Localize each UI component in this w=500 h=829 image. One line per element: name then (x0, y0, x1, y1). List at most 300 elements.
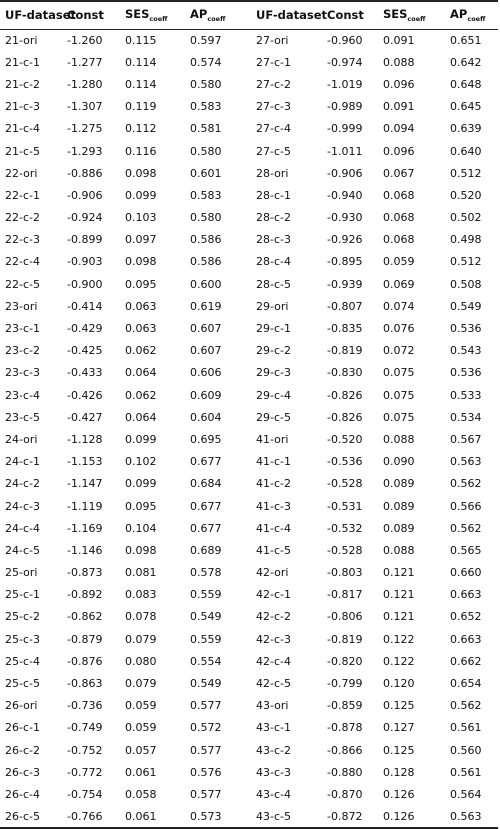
cell-ap-coeff: 0.577 (190, 743, 222, 757)
cell-ap-coeff: 0.533 (450, 388, 482, 402)
cell-uf-dataset: 42-c-3 (256, 632, 291, 646)
cell-ap-coeff: 0.583 (190, 188, 222, 202)
cell-ap-coeff: 0.695 (190, 432, 222, 446)
cell-ses-coeff: 0.088 (383, 543, 415, 557)
cell-uf-dataset: 27-ori (256, 33, 289, 47)
cell-ap-coeff: 0.601 (190, 166, 222, 180)
cell-ap-coeff: 0.677 (190, 521, 222, 535)
cell-uf-dataset: 28-c-4 (256, 255, 291, 269)
cell-const: -0.820 (327, 654, 363, 668)
cell-uf-dataset: 26-ori (5, 699, 38, 713)
table-row (0, 140, 498, 162)
cell-const: -0.939 (327, 277, 363, 291)
cell-uf-dataset: 25-c-2 (5, 610, 40, 624)
cell-ses-coeff: 0.079 (125, 677, 157, 691)
cell-ses-coeff: 0.126 (378, 806, 445, 828)
cell-ap-coeff: 0.609 (190, 388, 222, 402)
cell-ses-coeff: 0.072 (383, 344, 415, 358)
cell-const: -0.940 (327, 188, 363, 202)
cell-uf-dataset: 43-c-3 (256, 765, 291, 779)
table-body (0, 29, 498, 828)
header-ap-coeff-right (445, 1, 498, 29)
cell-ses-coeff: 0.068 (383, 188, 415, 202)
cell-ses-coeff: 0.081 (125, 566, 157, 580)
cell-ses-coeff: 0.096 (383, 77, 415, 91)
cell-uf-dataset: 22-c-2 (5, 211, 40, 225)
cell-uf-dataset: 41-ori (256, 432, 289, 446)
table-row (0, 96, 498, 118)
cell-ses-coeff: 0.095 (125, 499, 157, 513)
cell-ses-coeff: 0.075 (383, 366, 415, 380)
cell-ses-coeff: 0.099 (125, 477, 157, 491)
cell-const: -0.819 (327, 632, 363, 646)
table-row (0, 29, 498, 51)
cell-ap-coeff: 0.567 (450, 432, 482, 446)
cell-const: -0.819 (327, 344, 363, 358)
cell-uf-dataset: 29-c-2 (256, 344, 291, 358)
cell-uf-dataset: 27-c-1 (256, 55, 291, 69)
table-row (0, 295, 498, 317)
cell-ap-coeff: 0.574 (190, 55, 222, 69)
cell-ses-coeff: 0.125 (383, 743, 415, 757)
cell-const: -0.799 (327, 677, 363, 691)
table-row (0, 184, 498, 206)
header-ap-subscript: coeff (207, 15, 226, 24)
cell-ap-coeff: 0.577 (190, 787, 222, 801)
cell-ap-coeff: 0.648 (450, 77, 482, 91)
cell-ses-coeff: 0.089 (383, 477, 415, 491)
table-row (0, 162, 498, 184)
cell-ses-coeff: 0.062 (125, 344, 157, 358)
cell-ap-coeff: 0.564 (450, 787, 482, 801)
cell-ap-coeff: 0.572 (190, 721, 222, 735)
cell-const: -0.426 (67, 388, 103, 402)
cell-ses-coeff: 0.098 (125, 255, 157, 269)
cell-const: -0.924 (67, 211, 103, 225)
cell-uf-dataset: 23-ori (5, 299, 38, 313)
cell-ap-coeff: 0.563 (445, 806, 498, 828)
cell-const: -0.886 (67, 166, 103, 180)
cell-const: -0.866 (327, 743, 363, 757)
cell-uf-dataset: 23-c-1 (5, 322, 40, 336)
cell-ap-coeff: 0.652 (450, 610, 482, 624)
cell-ap-coeff: 0.512 (450, 166, 482, 180)
cell-ses-coeff: 0.099 (125, 188, 157, 202)
cell-const: -0.520 (327, 432, 363, 446)
cell-ses-coeff: 0.089 (383, 521, 415, 535)
cell-uf-dataset: 41-c-4 (256, 521, 291, 535)
cell-ses-coeff: 0.116 (125, 144, 157, 158)
cell-ses-coeff: 0.068 (383, 211, 415, 225)
cell-uf-dataset: 25-c-4 (5, 654, 40, 668)
table-row (0, 273, 498, 295)
cell-uf-dataset: 28-ori (256, 166, 289, 180)
cell-ses-coeff: 0.104 (125, 521, 157, 535)
cell-ap-coeff: 0.677 (190, 455, 222, 469)
cell-uf-dataset: 26-c-1 (5, 721, 40, 735)
header-const-left: Const (62, 1, 120, 29)
cell-const: -0.960 (327, 33, 363, 47)
table-row (0, 672, 498, 694)
cell-ap-coeff: 0.549 (450, 299, 482, 313)
cell-ap-coeff: 0.586 (190, 255, 222, 269)
cell-ap-coeff: 0.554 (190, 654, 222, 668)
cell-uf-dataset: 22-c-4 (5, 255, 40, 269)
table-row (0, 739, 498, 761)
cell-ses-coeff: 0.061 (125, 765, 157, 779)
cell-uf-dataset: 26-c-5 (0, 806, 62, 828)
cell-ap-coeff: 0.536 (450, 322, 482, 336)
cell-uf-dataset: 29-c-1 (256, 322, 291, 336)
cell-ses-coeff: 0.088 (383, 432, 415, 446)
cell-uf-dataset: 28-c-5 (256, 277, 291, 291)
cell-uf-dataset: 21-ori (5, 33, 38, 47)
table-row (0, 717, 498, 739)
cell-uf-dataset: 26-c-3 (5, 765, 40, 779)
cell-ap-coeff: 0.498 (450, 233, 482, 247)
cell-ses-coeff: 0.057 (125, 743, 157, 757)
cell-ses-coeff: 0.058 (125, 787, 157, 801)
table-row (0, 761, 498, 783)
header-uf-dataset-left: UF-dataset (0, 1, 62, 29)
cell-ap-coeff: 0.586 (190, 233, 222, 247)
cell-uf-dataset: 21-c-2 (5, 77, 40, 91)
cell-ap-coeff: 0.607 (190, 322, 222, 336)
table-row (0, 562, 498, 584)
cell-const: -0.906 (67, 188, 103, 202)
cell-const: -1.260 (67, 33, 103, 47)
cell-const: -0.536 (327, 455, 363, 469)
cell-ap-coeff: 0.580 (190, 144, 222, 158)
cell-uf-dataset: 22-c-1 (5, 188, 40, 202)
cell-ap-coeff: 0.663 (450, 632, 482, 646)
cell-ses-coeff: 0.059 (125, 721, 157, 735)
cell-ses-coeff: 0.075 (383, 410, 415, 424)
cell-ses-coeff: 0.114 (125, 77, 157, 91)
cell-ses-coeff: 0.127 (383, 721, 415, 735)
cell-ses-coeff: 0.059 (125, 699, 157, 713)
cell-ses-coeff: 0.102 (125, 455, 157, 469)
cell-uf-dataset: 28-c-1 (256, 188, 291, 202)
cell-const: -0.870 (327, 787, 363, 801)
cell-const: -0.433 (67, 366, 103, 380)
cell-uf-dataset: 24-c-1 (5, 455, 40, 469)
cell-uf-dataset: 29-c-4 (256, 388, 291, 402)
table-row (0, 362, 498, 384)
cell-uf-dataset: 24-c-4 (5, 521, 40, 535)
cell-ses-coeff: 0.096 (383, 144, 415, 158)
cell-ses-coeff: 0.094 (383, 122, 415, 136)
cell-ses-coeff: 0.064 (125, 410, 157, 424)
cell-ses-coeff: 0.079 (125, 632, 157, 646)
table-row (0, 340, 498, 362)
table-row (0, 650, 498, 672)
cell-ap-coeff: 0.534 (450, 410, 482, 424)
cell-const: -0.754 (67, 787, 103, 801)
cell-ap-coeff: 0.566 (450, 499, 482, 513)
cell-const: -1.277 (67, 55, 103, 69)
header-ap-subscript: coeff (467, 15, 486, 24)
cell-const: -0.531 (327, 499, 363, 513)
cell-const: -1.307 (67, 100, 103, 114)
table-row (0, 606, 498, 628)
cell-uf-dataset: 27-c-5 (256, 144, 291, 158)
cell-uf-dataset: 43-ori (256, 699, 289, 713)
cell-ses-coeff: 0.090 (383, 455, 415, 469)
cell-ses-coeff: 0.114 (125, 55, 157, 69)
cell-const: -1.019 (327, 77, 363, 91)
cell-const: -0.766 (62, 806, 120, 828)
table-row (0, 783, 498, 805)
cell-ap-coeff: 0.677 (190, 499, 222, 513)
table-row (0, 806, 498, 828)
header-ses-subscript: coeff (407, 15, 426, 24)
cell-ses-coeff: 0.098 (125, 166, 157, 180)
cell-ses-coeff: 0.091 (383, 33, 415, 47)
cell-const: -1.147 (67, 477, 103, 491)
cell-ap-coeff: 0.512 (450, 255, 482, 269)
cell-ap-coeff: 0.619 (190, 299, 222, 313)
cell-const: -0.806 (327, 610, 363, 624)
cell-uf-dataset: 24-c-3 (5, 499, 40, 513)
cell-uf-dataset: 22-c-5 (5, 277, 40, 291)
cell-const: -0.873 (67, 566, 103, 580)
header-ses-subscript: coeff (149, 15, 168, 24)
cell-const: -0.427 (67, 410, 103, 424)
header-row (0, 1, 498, 29)
cell-uf-dataset: 28-c-3 (256, 233, 291, 247)
cell-ses-coeff: 0.095 (125, 277, 157, 291)
cell-ses-coeff: 0.125 (383, 699, 415, 713)
cell-uf-dataset: 23-c-4 (5, 388, 40, 402)
cell-uf-dataset: 23-c-2 (5, 344, 40, 358)
cell-uf-dataset: 42-c-4 (256, 654, 291, 668)
cell-uf-dataset: 25-c-3 (5, 632, 40, 646)
cell-ses-coeff: 0.122 (383, 632, 415, 646)
cell-uf-dataset: 42-c-5 (256, 677, 291, 691)
cell-const: -0.414 (67, 299, 103, 313)
cell-uf-dataset: 27-c-4 (256, 122, 291, 136)
table-row (0, 118, 498, 140)
cell-ses-coeff: 0.067 (383, 166, 415, 180)
cell-ap-coeff: 0.604 (190, 410, 222, 424)
cell-ses-coeff: 0.121 (383, 610, 415, 624)
table-row (0, 695, 498, 717)
cell-ses-coeff: 0.059 (383, 255, 415, 269)
cell-ses-coeff: 0.074 (383, 299, 415, 313)
cell-ses-coeff: 0.126 (383, 787, 415, 801)
cell-uf-dataset: 21-c-5 (5, 144, 40, 158)
cell-ses-coeff: 0.088 (383, 55, 415, 69)
cell-const: -0.859 (327, 699, 363, 713)
cell-const: -0.826 (327, 410, 363, 424)
cell-uf-dataset: 41-c-5 (256, 543, 291, 557)
header-const-right: Const (322, 1, 378, 29)
cell-const: -0.863 (67, 677, 103, 691)
header-ses-label: SES (383, 7, 408, 22)
cell-const: -0.895 (327, 255, 363, 269)
cell-ap-coeff: 0.562 (450, 477, 482, 491)
cell-const: -0.749 (67, 721, 103, 735)
cell-ap-coeff: 0.639 (450, 122, 482, 136)
header-ses-label: SES (125, 7, 150, 22)
table-row (0, 451, 498, 473)
cell-ses-coeff: 0.091 (383, 100, 415, 114)
cell-const: -0.999 (327, 122, 363, 136)
cell-const: -0.752 (67, 743, 103, 757)
cell-ses-coeff: 0.089 (383, 499, 415, 513)
cell-uf-dataset: 29-c-5 (256, 410, 291, 424)
cell-const: -1.153 (67, 455, 103, 469)
cell-uf-dataset: 24-c-2 (5, 477, 40, 491)
cell-const: -0.528 (327, 477, 363, 491)
cell-const: -0.817 (327, 588, 363, 602)
cell-ap-coeff: 0.597 (190, 33, 222, 47)
cell-ap-coeff: 0.583 (190, 100, 222, 114)
cell-uf-dataset: 21-c-4 (5, 122, 40, 136)
cell-uf-dataset: 27-c-3 (256, 100, 291, 114)
table-row (0, 628, 498, 650)
cell-ses-coeff: 0.099 (125, 432, 157, 446)
cell-ap-coeff: 0.520 (450, 188, 482, 202)
table-row (0, 317, 498, 339)
cell-const: -0.835 (327, 322, 363, 336)
cell-ses-coeff: 0.062 (125, 388, 157, 402)
cell-const: -0.429 (67, 322, 103, 336)
cell-uf-dataset: 23-c-3 (5, 366, 40, 380)
cell-uf-dataset: 22-c-3 (5, 233, 40, 247)
cell-uf-dataset: 25-c-5 (5, 677, 40, 691)
cell-ses-coeff: 0.078 (125, 610, 157, 624)
table-row (0, 406, 498, 428)
cell-const: -0.878 (327, 721, 363, 735)
cell-const: -0.736 (67, 699, 103, 713)
cell-uf-dataset: 26-c-4 (5, 787, 40, 801)
cell-ap-coeff: 0.651 (450, 33, 482, 47)
cell-uf-dataset: 29-ori (256, 299, 289, 313)
header-ses-coeff-left (120, 1, 185, 29)
cell-const: -0.872 (322, 806, 378, 828)
table-row (0, 428, 498, 450)
cell-ses-coeff: 0.120 (383, 677, 415, 691)
cell-ap-coeff: 0.560 (450, 743, 482, 757)
table-row (0, 207, 498, 229)
cell-ap-coeff: 0.559 (190, 588, 222, 602)
cell-ap-coeff: 0.600 (190, 277, 222, 291)
cell-ap-coeff: 0.654 (450, 677, 482, 691)
header-ap-coeff-left (185, 1, 251, 29)
cell-const: -0.425 (67, 344, 103, 358)
cell-ses-coeff: 0.128 (383, 765, 415, 779)
table-row (0, 51, 498, 73)
cell-const: -1.119 (67, 499, 103, 513)
cell-ap-coeff: 0.580 (190, 77, 222, 91)
cell-uf-dataset: 42-c-2 (256, 610, 291, 624)
cell-uf-dataset: 42-c-1 (256, 588, 291, 602)
cell-ses-coeff: 0.069 (383, 277, 415, 291)
cell-uf-dataset: 28-c-2 (256, 211, 291, 225)
table-row (0, 584, 498, 606)
cell-ses-coeff: 0.121 (383, 566, 415, 580)
cell-ap-coeff: 0.580 (190, 211, 222, 225)
cell-const: -1.146 (67, 543, 103, 557)
cell-uf-dataset: 24-ori (5, 432, 38, 446)
cell-ap-coeff: 0.578 (190, 566, 222, 580)
cell-const: -0.930 (327, 211, 363, 225)
cell-uf-dataset: 27-c-2 (256, 77, 291, 91)
cell-ses-coeff: 0.063 (125, 322, 157, 336)
cell-const: -1.275 (67, 122, 103, 136)
cell-const: -0.532 (327, 521, 363, 535)
cell-ap-coeff: 0.559 (190, 632, 222, 646)
cell-ap-coeff: 0.581 (190, 122, 222, 136)
cell-const: -0.899 (67, 233, 103, 247)
cell-uf-dataset: 43-c-1 (256, 721, 291, 735)
cell-uf-dataset: 21-c-1 (5, 55, 40, 69)
cell-ap-coeff: 0.562 (450, 521, 482, 535)
cell-const: -0.900 (67, 277, 103, 291)
table-row (0, 517, 498, 539)
cell-ap-coeff: 0.576 (190, 765, 222, 779)
cell-ses-coeff: 0.083 (125, 588, 157, 602)
cell-ses-coeff: 0.098 (125, 543, 157, 557)
cell-const: -0.862 (67, 610, 103, 624)
cell-ap-coeff: 0.684 (190, 477, 222, 491)
cell-const: -0.830 (327, 366, 363, 380)
cell-uf-dataset: 25-c-1 (5, 588, 40, 602)
cell-ap-coeff: 0.508 (450, 277, 482, 291)
cell-ap-coeff: 0.606 (190, 366, 222, 380)
cell-ap-coeff: 0.642 (450, 55, 482, 69)
cell-ap-coeff: 0.577 (190, 699, 222, 713)
cell-ses-coeff: 0.076 (383, 322, 415, 336)
cell-const: -0.528 (327, 543, 363, 557)
table-row (0, 495, 498, 517)
cell-const: -1.169 (67, 521, 103, 535)
cell-ap-coeff: 0.662 (450, 654, 482, 668)
cell-ses-coeff: 0.122 (383, 654, 415, 668)
cell-uf-dataset: 21-c-3 (5, 100, 40, 114)
table-row (0, 539, 498, 561)
cell-uf-dataset: 43-c-2 (256, 743, 291, 757)
cell-ses-coeff: 0.103 (125, 211, 157, 225)
cell-uf-dataset: 43-c-5 (251, 806, 322, 828)
cell-ap-coeff: 0.536 (450, 366, 482, 380)
header-ap-label: AP (450, 7, 468, 22)
cell-uf-dataset: 41-c-3 (256, 499, 291, 513)
cell-uf-dataset: 42-ori (256, 566, 289, 580)
cell-ses-coeff: 0.064 (125, 366, 157, 380)
cell-const: -0.807 (327, 299, 363, 313)
cell-const: -0.879 (67, 632, 103, 646)
table-row (0, 251, 498, 273)
table-row (0, 73, 498, 95)
table-row (0, 384, 498, 406)
table-row (0, 473, 498, 495)
cell-const: -1.280 (67, 77, 103, 91)
cell-const: -0.826 (327, 388, 363, 402)
cell-ses-coeff: 0.080 (125, 654, 157, 668)
cell-ap-coeff: 0.689 (190, 543, 222, 557)
cell-const: -1.293 (67, 144, 103, 158)
cell-ap-coeff: 0.563 (450, 455, 482, 469)
cell-ap-coeff: 0.561 (450, 721, 482, 735)
header-ses-coeff-right (378, 1, 445, 29)
cell-ses-coeff: 0.121 (383, 588, 415, 602)
cell-const: -0.903 (67, 255, 103, 269)
cell-uf-dataset: 41-c-2 (256, 477, 291, 491)
cell-uf-dataset: 43-c-4 (256, 787, 291, 801)
